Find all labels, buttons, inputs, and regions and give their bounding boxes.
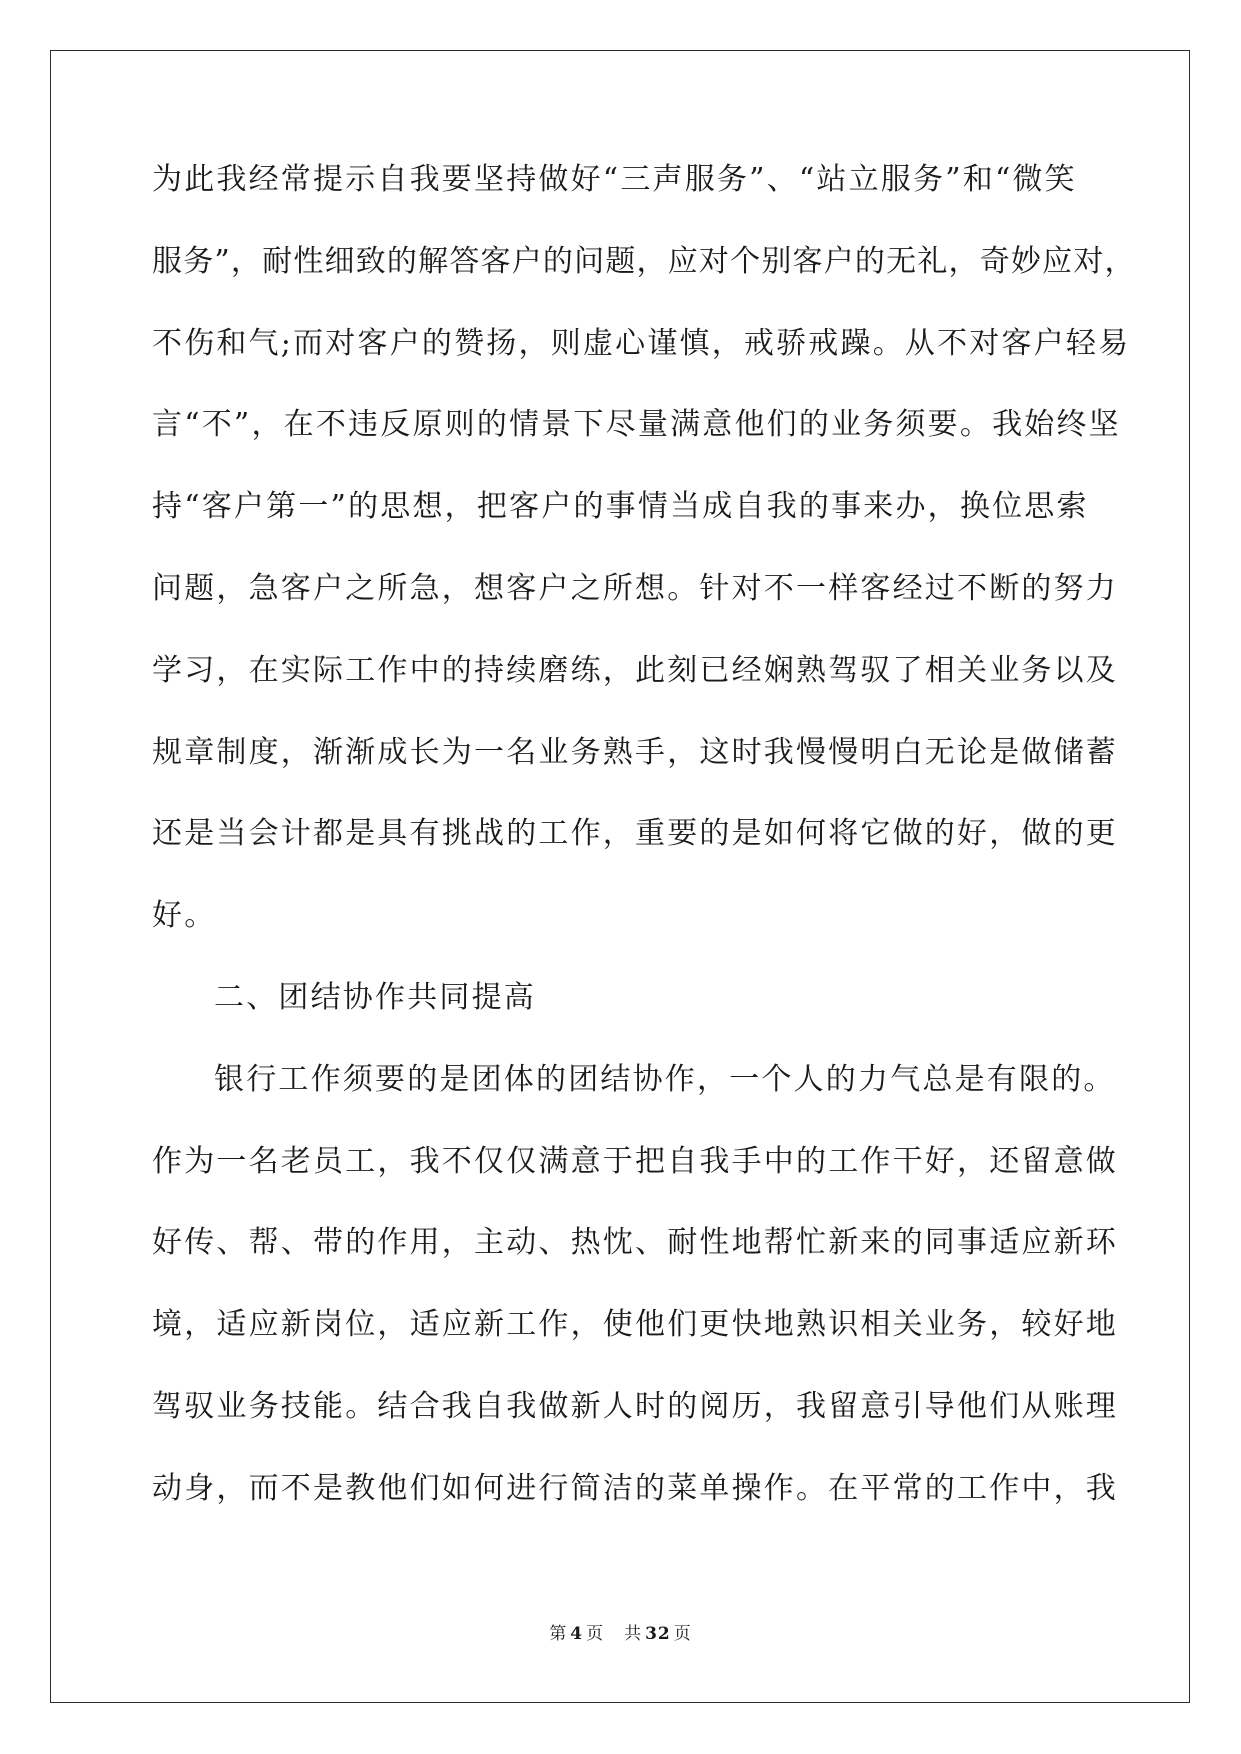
text-line: 还是当会计都是具有挑战的工作，重要的是如何将它做的好，做的更 — [152, 816, 1118, 852]
text-line: 言“不”，在不违反原则的情景下尽量满意他们的业务须要。我始终坚 — [152, 407, 1121, 443]
text-line: 持“客户第一”的思想，把客户的事情当成自我的事来办，换位思索 — [152, 489, 1089, 525]
document-body — [152, 162, 1136, 1553]
page-prefix: 第 — [549, 1624, 568, 1644]
text-line: 学习，在实际工作中的持续磨练，此刻已经娴熟驾驭了相关业务以及 — [152, 652, 1118, 688]
text-line: 境，适应新岗位，适应新工作，使他们更快地熟识相关业务，较好地 — [152, 1307, 1118, 1343]
text-line: 好传、帮、带的作用，主动、热忱、耐性地帮忙新来的同事适应新环 — [152, 1225, 1118, 1261]
section-heading: 二、团结协作共同提高 — [214, 979, 536, 1015]
text-line: 服务”，耐性细致的解答客户的问题，应对个别客户的无礼，奇妙应对， — [152, 243, 1136, 279]
text-line: 问题，急客户之所急，想客户之所想。针对不一样客经过不断的努力 — [152, 570, 1118, 606]
text-line: 动身，而不是教他们如何进行简洁的菜单操作。在平常的工作中，我 — [152, 1470, 1118, 1506]
total-pages: 32 — [645, 1624, 671, 1644]
page-footer — [0, 1619, 1241, 1644]
page-number: 4 — [570, 1624, 584, 1644]
text-line: 为此我经常提示自我要坚持做好“三声服务”、“站立服务”和“微笑 — [152, 162, 1077, 197]
paragraph-start: 银行工作须要的是团体的团结协作，一个人的力气总是有限的。 — [214, 1061, 1116, 1097]
text-line: 好。 — [152, 898, 217, 934]
page-suffix: 页 — [586, 1624, 605, 1644]
text-line: 不伤和气;而对客户的赞扬，则虚心谨慎，戒骄戒躁。从不对客户轻易 — [152, 325, 1131, 361]
text-line: 规章制度，渐渐成长为一名业务熟手，这时我慢慢明白无论是做储蓄 — [152, 734, 1118, 770]
total-suffix: 页 — [673, 1624, 692, 1644]
total-prefix: 共 — [624, 1624, 643, 1644]
text-line: 驾驭业务技能。结合我自我做新人时的阅历，我留意引导他们从账理 — [152, 1388, 1118, 1424]
text-line: 作为一名老员工，我不仅仅满意于把自我手中的工作干好，还留意做 — [152, 1143, 1118, 1179]
